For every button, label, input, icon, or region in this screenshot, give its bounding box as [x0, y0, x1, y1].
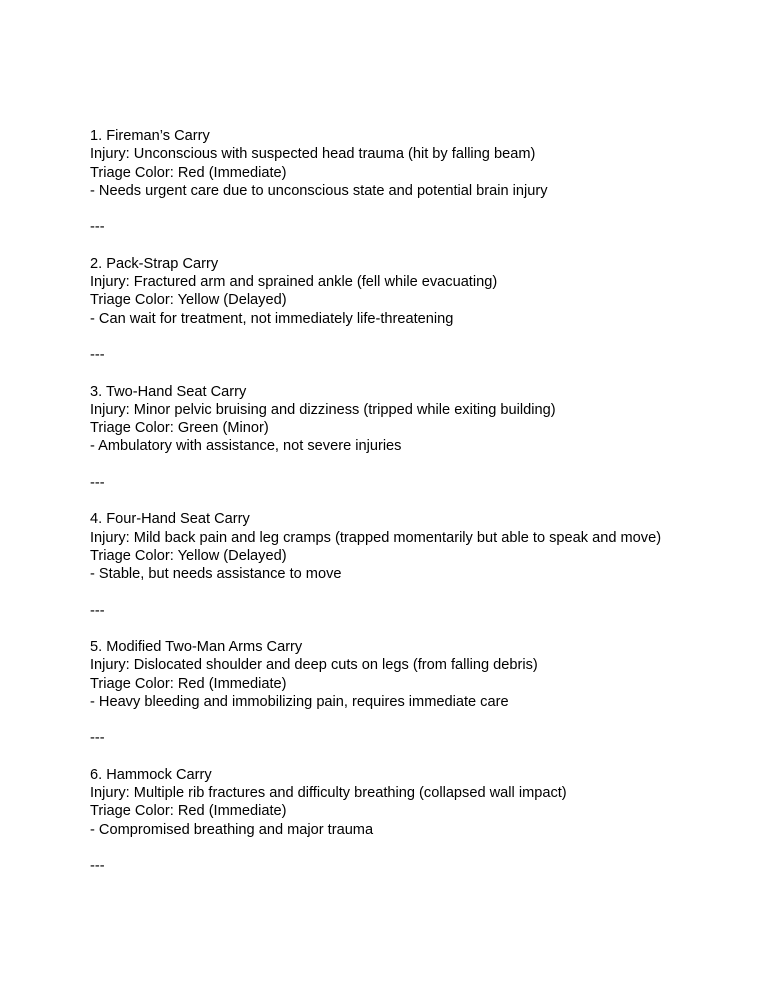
- entry-four-hand-seat-carry: [90, 510, 750, 638]
- entry-triage: Triage Color: Yellow (Delayed): [90, 292, 287, 309]
- entry-title: 4. Four-Hand Seat Carry: [90, 511, 250, 528]
- blank-line: [90, 237, 750, 255]
- entry-injury: Injury: Dislocated shoulder and deep cuts on legs (from falling debris): [90, 657, 538, 674]
- entry-note: - Compromised breathing and major trauma: [90, 821, 374, 838]
- blank-line: [90, 456, 750, 474]
- entry-title: 6. Hammock Carry: [90, 766, 212, 783]
- separator: ---: [90, 474, 105, 491]
- separator: ---: [90, 602, 105, 619]
- document-page: [90, 127, 750, 875]
- blank-line: [90, 711, 750, 729]
- separator: ---: [90, 858, 105, 874]
- entry-note: - Ambulatory with assistance, not severe injuries: [90, 438, 402, 455]
- entry-triage: Triage Color: Yellow (Delayed): [90, 547, 287, 564]
- blank-line: [90, 364, 750, 382]
- entry-injury: Injury: Multiple rib fractures and difficulty breathing (collapsed wall impact): [90, 785, 567, 801]
- entry-note: - Heavy bleeding and immobilizing pain, requires immediate care: [90, 693, 509, 710]
- entry-injury: Injury: Mild back pain and leg cramps (trapped momentarily but able to speak and move): [90, 529, 662, 546]
- blank-line: [90, 748, 750, 766]
- entry-pack-strap-carry: [90, 255, 750, 383]
- blank-line: [90, 492, 750, 510]
- entry-firemans-carry: [90, 127, 750, 255]
- entry-injury: Injury: Fractured arm and sprained ankle (fell while evacuating): [90, 274, 498, 290]
- separator: ---: [90, 730, 105, 747]
- entry-triage: Triage Color: Red (Immediate): [90, 803, 287, 820]
- entry-triage: Triage Color: Red (Immediate): [90, 675, 287, 692]
- entry-note: - Can wait for treatment, not immediately life-threatening: [90, 310, 454, 327]
- blank-line: [90, 620, 750, 638]
- blank-line: [90, 839, 750, 857]
- entry-note: - Needs urgent care due to unconscious state and potential brain injury: [90, 182, 548, 199]
- blank-line: [90, 200, 750, 218]
- separator: ---: [90, 347, 105, 363]
- entry-title: 1. Fireman’s Carry: [90, 128, 210, 144]
- entry-title: 5. Modified Two-Man Arms Carry: [90, 639, 303, 655]
- entry-modified-two-man-arms-carry: [90, 638, 750, 766]
- entry-two-hand-seat-carry: [90, 383, 750, 511]
- blank-line: [90, 328, 750, 346]
- entry-injury: Injury: Minor pelvic bruising and dizziness (tripped while exiting building): [90, 401, 556, 418]
- separator: ---: [90, 219, 105, 236]
- entry-injury: Injury: Unconscious with suspected head trauma (hit by falling beam): [90, 146, 536, 163]
- entry-triage: Triage Color: Green (Minor): [90, 420, 269, 436]
- entry-triage: Triage Color: Red (Immediate): [90, 164, 287, 181]
- entry-hammock-carry: [90, 766, 750, 876]
- entry-title: 3. Two-Hand Seat Carry: [90, 383, 247, 400]
- blank-line: [90, 583, 750, 601]
- entry-note: - Stable, but needs assistance to move: [90, 566, 342, 582]
- entry-title: 2. Pack-Strap Carry: [90, 255, 219, 272]
